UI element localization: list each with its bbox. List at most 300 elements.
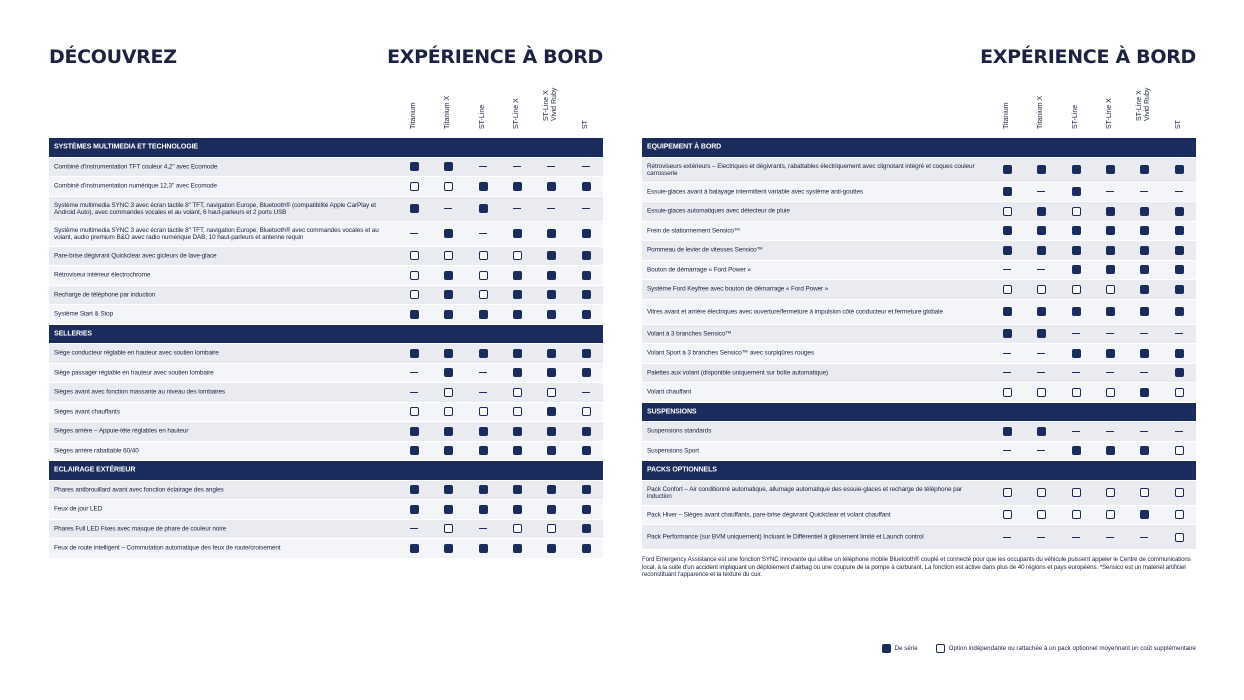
availability-cell — [1105, 265, 1115, 275]
standard-square-icon — [547, 505, 556, 514]
standard-square-icon — [1140, 207, 1149, 216]
availability-cell — [1036, 265, 1046, 275]
standard-square-icon — [582, 544, 591, 553]
availability-cell — [1139, 206, 1149, 216]
standard-square-icon — [1003, 246, 1012, 255]
availability-cell — [443, 543, 453, 553]
table-row — [642, 364, 1196, 384]
section-title: PACKS OPTIONNELS — [647, 466, 717, 474]
availability-cell — [478, 504, 488, 514]
section-header — [49, 138, 603, 158]
availability-cell — [478, 485, 488, 495]
standard-square-icon — [1072, 265, 1081, 274]
availability-cell — [581, 290, 591, 300]
row-label: Feux de jour LED — [54, 505, 103, 513]
availability-cell — [1105, 329, 1115, 339]
not-available-dash-icon — [1037, 269, 1045, 270]
table-row — [49, 403, 603, 423]
page-title-decouvrez: DÉCOUVREZ — [49, 46, 177, 68]
section-title: SELLERIES — [54, 330, 92, 338]
option-square-icon — [547, 388, 556, 397]
availability-cell — [1002, 206, 1012, 216]
standard-square-icon — [1175, 226, 1184, 235]
row-label: Phares antibrouillard avant avec fonction éclairage des angles — [54, 486, 224, 494]
column-header-label: ST-Line — [479, 104, 486, 129]
table-row — [642, 222, 1196, 242]
availability-cell — [512, 446, 522, 456]
not-available-dash-icon — [1140, 191, 1148, 192]
standard-square-icon — [1175, 349, 1184, 358]
availability-cell — [1139, 446, 1149, 456]
row-label: Essuie-glaces automatiques avec détecteur de pluie — [647, 207, 790, 215]
availability-cell — [1071, 532, 1081, 542]
availability-cell — [546, 309, 556, 319]
availability-cell — [1036, 488, 1046, 498]
not-available-dash-icon — [1037, 191, 1045, 192]
availability-cell — [443, 309, 453, 319]
standard-square-icon — [882, 644, 891, 653]
column-header-label: ST-Line X — [1106, 98, 1113, 129]
table-row — [49, 500, 603, 520]
standard-square-icon — [547, 427, 556, 436]
availability-cell — [443, 485, 453, 495]
availability-cell — [478, 524, 488, 534]
standard-square-icon — [1106, 446, 1115, 455]
availability-cell — [546, 407, 556, 417]
availability-cell — [1139, 348, 1149, 358]
availability-cell — [1105, 446, 1115, 456]
table-row — [49, 266, 603, 286]
standard-square-icon — [1175, 207, 1184, 216]
standard-square-icon — [1175, 285, 1184, 294]
not-available-dash-icon — [479, 528, 487, 529]
standard-square-icon — [513, 427, 522, 436]
availability-cell — [443, 524, 453, 534]
standard-square-icon — [479, 544, 488, 553]
table-row — [642, 261, 1196, 281]
section-title: SYSTÈMES MULTIMEDIA ET TECHNOLOGIE — [54, 143, 198, 151]
not-available-dash-icon — [1037, 537, 1045, 538]
availability-cell — [512, 426, 522, 436]
availability-cell — [409, 543, 419, 553]
availability-cell — [581, 524, 591, 534]
standard-square-icon — [1037, 427, 1046, 436]
availability-cell — [478, 368, 488, 378]
option-square-icon — [1072, 207, 1081, 216]
row-label: Vitres avant et arrière électriques avec ouverture/fermeture à impulsion côté conducteur et fermeture globale — [647, 307, 943, 315]
option-square-icon — [513, 524, 522, 533]
availability-cell — [443, 368, 453, 378]
availability-cell — [478, 426, 488, 436]
standard-square-icon — [1037, 307, 1046, 316]
standard-square-icon — [582, 271, 591, 280]
availability-cell — [1071, 488, 1081, 498]
standard-square-icon — [1140, 349, 1149, 358]
availability-cell — [409, 387, 419, 397]
standard-square-icon — [410, 427, 419, 436]
column-header-label: Titanium — [1003, 102, 1010, 129]
column-header-label: ST-Line — [1072, 104, 1079, 129]
column-header — [473, 85, 493, 137]
availability-cell — [1036, 510, 1046, 520]
equipment-table-right — [642, 138, 1196, 550]
standard-square-icon — [479, 310, 488, 319]
standard-square-icon — [582, 446, 591, 455]
standard-square-icon — [1003, 307, 1012, 316]
table-row — [642, 202, 1196, 222]
availability-cell — [1002, 426, 1012, 436]
row-label: Sièges avant avec fonction massante au niveau des lombaires — [54, 388, 226, 396]
option-square-icon — [1175, 488, 1184, 497]
legend — [882, 644, 1196, 653]
availability-cell — [443, 426, 453, 436]
option-square-icon — [513, 388, 522, 397]
standard-square-icon — [1072, 165, 1081, 174]
standard-square-icon — [582, 427, 591, 436]
availability-cell — [1105, 187, 1115, 197]
table-row — [49, 364, 603, 384]
availability-cell — [1174, 265, 1184, 275]
row-label: Volant à 3 branches Sensico™ — [647, 330, 732, 338]
availability-cell — [443, 407, 453, 417]
column-header — [507, 85, 527, 137]
standard-square-icon — [547, 182, 556, 191]
availability-cell — [512, 543, 522, 553]
section-header — [642, 138, 1196, 158]
availability-cell — [443, 181, 453, 191]
availability-cell — [581, 229, 591, 239]
row-label: Pack Confort – Air conditionné automatique, allumage automatique des essuie-glaces et recharge de téléphone par induction — [647, 485, 963, 500]
standard-square-icon — [1072, 246, 1081, 255]
table-row — [49, 383, 603, 403]
availability-cell — [1002, 387, 1012, 397]
availability-cell — [1139, 265, 1149, 275]
row-label: Pack Hiver – Sièges avant chauffants, pare-brise dégivrant Quickclear et volant chauffant — [647, 511, 891, 519]
table-row — [49, 422, 603, 442]
table-row — [642, 300, 1196, 325]
standard-square-icon — [1003, 329, 1012, 338]
standard-square-icon — [513, 310, 522, 319]
standard-square-icon — [444, 229, 453, 238]
availability-cell — [512, 309, 522, 319]
option-square-icon — [1037, 510, 1046, 519]
option-square-icon — [1140, 488, 1149, 497]
availability-cell — [581, 181, 591, 191]
standard-square-icon — [410, 204, 419, 213]
standard-square-icon — [547, 349, 556, 358]
not-available-dash-icon — [410, 528, 418, 529]
availability-cell — [1071, 265, 1081, 275]
availability-cell — [1036, 187, 1046, 197]
option-square-icon — [1003, 207, 1012, 216]
availability-cell — [443, 162, 453, 172]
availability-cell — [1002, 488, 1012, 498]
availability-cell — [478, 348, 488, 358]
availability-cell — [512, 504, 522, 514]
column-header-label: Titanium X — [1037, 95, 1044, 129]
option-square-icon — [410, 251, 419, 260]
availability-cell — [546, 543, 556, 553]
availability-cell — [409, 368, 419, 378]
row-label: Système Ford Keyfree avec bouton de démarrage « Ford Power » — [647, 285, 829, 293]
availability-cell — [1105, 426, 1115, 436]
option-square-icon — [513, 251, 522, 260]
standard-square-icon — [410, 446, 419, 455]
standard-square-icon — [1106, 226, 1115, 235]
standard-square-icon — [513, 349, 522, 358]
standard-square-icon — [1106, 207, 1115, 216]
table-row — [642, 280, 1196, 300]
not-available-dash-icon — [479, 233, 487, 234]
availability-cell — [581, 162, 591, 172]
standard-square-icon — [444, 368, 453, 377]
availability-cell — [478, 162, 488, 172]
availability-cell — [1105, 368, 1115, 378]
row-label: Système multimedia SYNC 3 avec écran tactile 8" TFT, navigation Europe, Bluetooth® avec commandes vocales et au volant, audio premium B&O avec radio numérique DAB, 10 haut-parleurs et antenne requin — [54, 226, 379, 241]
availability-cell — [1174, 426, 1184, 436]
standard-square-icon — [513, 505, 522, 514]
availability-cell — [1105, 245, 1115, 255]
standard-square-icon — [1175, 307, 1184, 316]
standard-square-icon — [1072, 446, 1081, 455]
availability-cell — [512, 368, 522, 378]
standard-square-icon — [513, 368, 522, 377]
row-label: Pommeau de levier de vitesses Sensico™ — [647, 246, 763, 254]
option-square-icon — [1175, 446, 1184, 455]
row-label: Combiné d'instrumentation TFT couleur 4,2" avec Ecomode — [54, 163, 218, 171]
availability-cell — [478, 270, 488, 280]
row-label: Suspensions Sport — [647, 447, 699, 455]
availability-cell — [546, 368, 556, 378]
availability-cell — [1071, 387, 1081, 397]
standard-square-icon — [547, 446, 556, 455]
availability-cell — [1174, 488, 1184, 498]
not-available-dash-icon — [1106, 537, 1114, 538]
availability-cell — [443, 270, 453, 280]
row-label: Système Start & Stop — [54, 310, 114, 318]
not-available-dash-icon — [1140, 333, 1148, 334]
availability-cell — [409, 229, 419, 239]
standard-square-icon — [1140, 226, 1149, 235]
option-square-icon — [479, 407, 488, 416]
table-row — [642, 344, 1196, 364]
standard-square-icon — [1003, 427, 1012, 436]
availability-cell — [1105, 510, 1115, 520]
option-square-icon — [479, 251, 488, 260]
availability-cell — [1036, 348, 1046, 358]
availability-cell — [1036, 206, 1046, 216]
availability-cell — [409, 290, 419, 300]
availability-cell — [1174, 348, 1184, 358]
row-label: Pare-brise dégivrant Quickclear avec gicleurs de lave-glace — [54, 252, 217, 260]
column-header-label: ST-Line X Vivid Ruby — [543, 87, 558, 121]
not-available-dash-icon — [1140, 431, 1148, 432]
standard-square-icon — [1072, 307, 1081, 316]
availability-cell — [1002, 329, 1012, 339]
section-title: EQUIPEMENT À BORD — [647, 143, 722, 151]
not-available-dash-icon — [1106, 372, 1114, 373]
row-label: Palettes aux volant (disponible uniquement sur boîte automatique) — [647, 369, 829, 377]
standard-square-icon — [547, 229, 556, 238]
table-row — [642, 241, 1196, 261]
availability-cell — [1139, 426, 1149, 436]
standard-square-icon — [547, 485, 556, 494]
column-header-label: ST-Line X Vivid Ruby — [1136, 87, 1151, 121]
not-available-dash-icon — [444, 208, 452, 209]
availability-cell — [409, 485, 419, 495]
availability-cell — [1139, 329, 1149, 339]
availability-cell — [409, 524, 419, 534]
standard-square-icon — [444, 162, 453, 171]
availability-cell — [1139, 226, 1149, 236]
section-header — [49, 325, 603, 345]
option-square-icon — [1175, 510, 1184, 519]
standard-square-icon — [1140, 246, 1149, 255]
availability-cell — [478, 309, 488, 319]
availability-cell — [1105, 488, 1115, 498]
standard-square-icon — [410, 485, 419, 494]
availability-cell — [478, 204, 488, 214]
availability-cell — [1174, 187, 1184, 197]
table-row — [49, 539, 603, 559]
standard-square-icon — [1106, 307, 1115, 316]
availability-cell — [1139, 284, 1149, 294]
not-available-dash-icon — [479, 166, 487, 167]
standard-square-icon — [1106, 246, 1115, 255]
table-row — [49, 286, 603, 306]
availability-cell — [1002, 307, 1012, 317]
option-square-icon — [1037, 388, 1046, 397]
standard-square-icon — [1003, 187, 1012, 196]
availability-cell — [1071, 165, 1081, 175]
not-available-dash-icon — [410, 392, 418, 393]
table-row — [642, 481, 1196, 506]
availability-cell — [581, 407, 591, 417]
not-available-dash-icon — [1175, 191, 1183, 192]
standard-square-icon — [1140, 265, 1149, 274]
availability-cell — [1036, 426, 1046, 436]
standard-square-icon — [1037, 207, 1046, 216]
standard-square-icon — [410, 162, 419, 171]
table-row — [642, 422, 1196, 442]
availability-cell — [1071, 245, 1081, 255]
standard-square-icon — [582, 310, 591, 319]
availability-cell — [546, 204, 556, 214]
option-square-icon — [936, 644, 945, 653]
availability-cell — [546, 181, 556, 191]
standard-square-icon — [582, 524, 591, 533]
standard-square-icon — [582, 229, 591, 238]
availability-cell — [1139, 307, 1149, 317]
availability-cell — [1036, 446, 1046, 456]
row-label: Système multimedia SYNC 3 avec écran tactile 8" TFT, navigation Europe, Bluetooth® (compatibilité Apple CarPlay et Android Auto), avec commandes vocales et au volant, 6 haut-parleurs et 2 ports USB — [54, 201, 376, 216]
standard-square-icon — [1140, 307, 1149, 316]
column-headers — [642, 85, 1196, 137]
column-header-label: ST-Line X — [513, 98, 520, 129]
not-available-dash-icon — [1072, 333, 1080, 334]
standard-square-icon — [444, 427, 453, 436]
column-header — [1100, 85, 1120, 137]
availability-cell — [1036, 226, 1046, 236]
row-label: Combiné d'instrumentation numérique 12,3" avec Ecomode — [54, 182, 217, 190]
availability-cell — [443, 290, 453, 300]
standard-square-icon — [1140, 285, 1149, 294]
table-row — [49, 158, 603, 178]
availability-cell — [1036, 387, 1046, 397]
option-square-icon — [410, 407, 419, 416]
standard-square-icon — [582, 505, 591, 514]
availability-cell — [581, 485, 591, 495]
availability-cell — [478, 446, 488, 456]
option-square-icon — [1072, 285, 1081, 294]
standard-square-icon — [513, 229, 522, 238]
row-label: Volant chauffant — [647, 388, 692, 396]
table-row — [49, 305, 603, 325]
table-row — [642, 183, 1196, 203]
availability-cell — [512, 485, 522, 495]
column-header — [438, 85, 458, 137]
availability-cell — [581, 446, 591, 456]
availability-cell — [409, 407, 419, 417]
standard-square-icon — [444, 349, 453, 358]
not-available-dash-icon — [1037, 372, 1045, 373]
row-label: Feux de route intelligent – Commutation automatique des feux de route/croisement — [54, 544, 281, 552]
standard-square-icon — [1072, 226, 1081, 235]
availability-cell — [1105, 206, 1115, 216]
option-square-icon — [1106, 388, 1115, 397]
availability-cell — [1036, 532, 1046, 542]
availability-cell — [546, 229, 556, 239]
option-square-icon — [444, 182, 453, 191]
option-square-icon — [1106, 285, 1115, 294]
availability-cell — [1139, 187, 1149, 197]
standard-square-icon — [444, 310, 453, 319]
not-available-dash-icon — [582, 208, 590, 209]
availability-cell — [409, 309, 419, 319]
standard-square-icon — [582, 251, 591, 260]
not-available-dash-icon — [1140, 372, 1148, 373]
standard-square-icon — [479, 446, 488, 455]
option-square-icon — [1037, 285, 1046, 294]
availability-cell — [1174, 446, 1184, 456]
row-label: Phares Full LED Fixes avec masque de phare de couleur noire — [54, 525, 227, 533]
availability-cell — [1071, 284, 1081, 294]
availability-cell — [1174, 329, 1184, 339]
availability-cell — [1139, 245, 1149, 255]
legend-option-label: Option indépendante ou rattachée à un pack optionnel moyennant un coût supplémentaire — [948, 645, 1196, 652]
availability-cell — [546, 426, 556, 436]
standard-square-icon — [513, 182, 522, 191]
option-square-icon — [1072, 510, 1081, 519]
availability-cell — [581, 270, 591, 280]
row-label: Sièges arrière rabattable 60/40 — [54, 447, 139, 455]
availability-cell — [1174, 245, 1184, 255]
availability-cell — [443, 348, 453, 358]
standard-square-icon — [444, 505, 453, 514]
option-square-icon — [582, 407, 591, 416]
row-label: Siège conducteur réglable en hauteur avec soutien lombaire — [54, 349, 219, 357]
availability-cell — [512, 407, 522, 417]
option-square-icon — [1003, 285, 1012, 294]
table-row — [642, 442, 1196, 462]
availability-cell — [1105, 284, 1115, 294]
standard-square-icon — [513, 544, 522, 553]
availability-cell — [1139, 532, 1149, 542]
column-header-label: Titanium X — [444, 95, 451, 129]
column-header — [1134, 85, 1154, 137]
availability-cell — [409, 251, 419, 261]
standard-square-icon — [1140, 388, 1149, 397]
